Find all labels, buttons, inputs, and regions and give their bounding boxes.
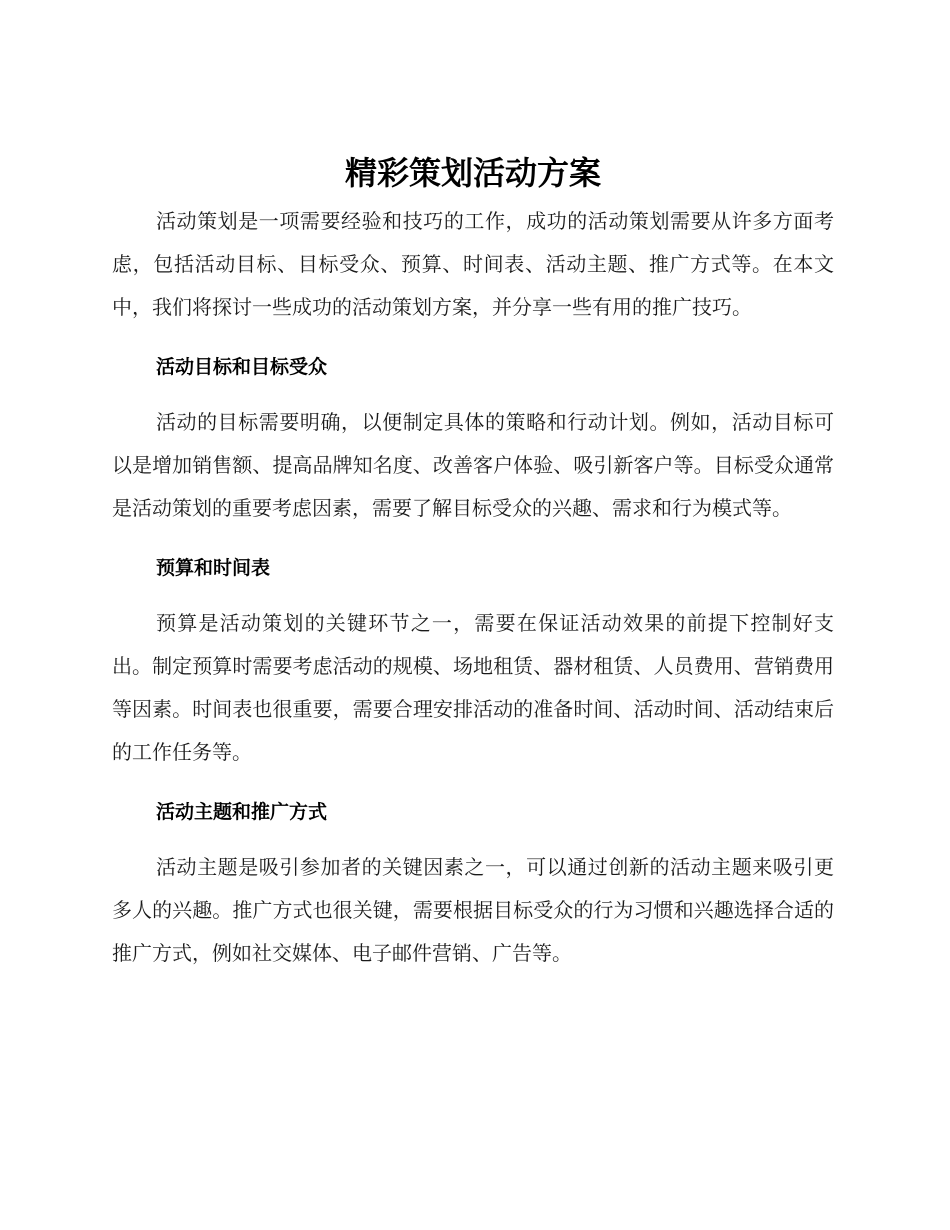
section-body-budget: 预算是活动策划的关键环节之一，需要在保证活动效果的前提下控制好支出。制定预算时需要考虑活动的规模、场地租赁、器材租赁、人员费用、营销费用等因素。时间表也很重要，需要合理安排活动的准备时间、活动时间、活动结束后的工作任务等。 xyxy=(112,611,834,764)
document-title: 精彩策划活动方案 xyxy=(344,154,601,192)
section-body-theme: 活动主题是吸引参加者的关键因素之一，可以通过创新的活动主题来吸引更多人的兴趣。推广方式也很关键，需要根据目标受众的行为习惯和兴趣选择合适的推广方式，例如社交媒体、电子邮件营销、广告等。 xyxy=(112,855,834,965)
spacer xyxy=(112,774,834,798)
section-body-goals: 活动的目标需要明确，以便制定具体的策略和行动计划。例如，活动目标可以是增加销售额、提高品牌知名度、改善客户体验、吸引新客户等。目标受众通常是活动策划的重要考虑因素，需要了解目标受众的兴趣、需求和行为模式等。 xyxy=(112,410,834,520)
section-heading-theme: 活动主题和推广方式 xyxy=(156,801,328,823)
intro-paragraph: 活动策划是一项需要经验和技巧的工作，成功的活动策划需要从许多方面考虑，包括活动目标、目标受众、预算、时间表、活动主题、推广方式等。在本文中，我们将探讨一些成功的活动策划方案，并分享一些有用的推广技巧。 xyxy=(112,209,834,319)
spacer xyxy=(112,329,834,353)
section-heading-goals: 活动目标和目标受众 xyxy=(156,356,328,378)
spacer xyxy=(112,582,834,602)
spacer xyxy=(112,530,834,554)
section-heading-budget: 预算和时间表 xyxy=(156,557,271,579)
spacer xyxy=(112,381,834,401)
spacer xyxy=(112,826,834,846)
document-content xyxy=(112,150,834,975)
